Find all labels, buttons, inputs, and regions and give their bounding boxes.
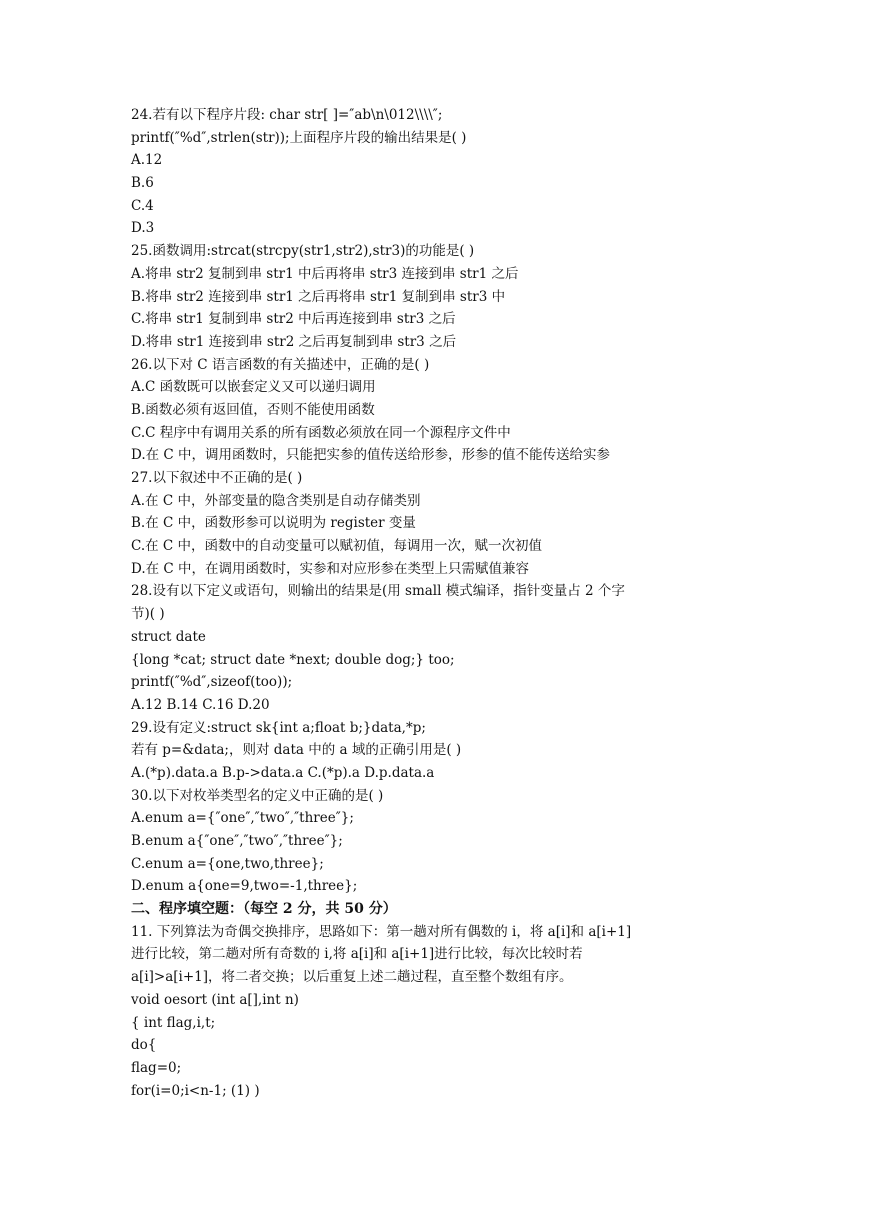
- q11-stem-line-1: 11. 下列算法为奇偶交换排序，思路如下：第一趟对所有偶数的 i，将 a[i]和 a[i+1]: [131, 923, 632, 940]
- q28-stem-line-2: 节)( ): [131, 606, 165, 623]
- q27-option-b: B.在 C 中，函数形参可以说明为 register 变量: [131, 515, 416, 532]
- q11-code-line-4: flag=0;: [131, 1059, 182, 1076]
- q24-option-d: D.3: [131, 220, 155, 237]
- q25-option-c: C.将串 str1 复制到串 str2 中后再连接到串 str3 之后: [131, 311, 456, 328]
- q28-code-line-2: {long *cat; struct date *next; double dog;} too;: [131, 651, 455, 668]
- q28-code-line-1: struct date: [131, 628, 206, 645]
- q29-options: A.(*p).data.a B.p->data.a C.(*p).a D.p.data.a: [131, 764, 435, 781]
- q30-option-d: D.enum a{one=9,two=-1,three};: [131, 878, 358, 895]
- q28-stem-line-1: 28.设有以下定义或语句，则输出的结果是(用 small 模式编译，指针变量占 2 个字: [131, 583, 625, 600]
- q28-options: A.12 B.14 C.16 D.20: [131, 696, 270, 713]
- q11-stem-line-3: a[i]>a[i+1]，将二者交换；以后重复上述二趟过程，直至整个数组有序。: [131, 969, 573, 986]
- q29-stem-line-1: 29.设有定义:struct sk{int a;float b;}data,*p;: [131, 719, 426, 736]
- q25-option-d: D.将串 str1 连接到串 str2 之后再复制到串 str3 之后: [131, 333, 457, 350]
- q11-code-line-1: void oesort (int a[],int n): [131, 991, 299, 1008]
- q24-stem-line-1: 24.若有以下程序片段: char str[ ]=″ab\n\012\\\\″;: [131, 107, 443, 123]
- q30-option-b: B.enum a{″one″,″two″,″three″};: [131, 833, 343, 849]
- q26-option-d: D.在 C 中，调用函数时，只能把实参的值传送给形参，形参的值不能传送给实参: [131, 447, 611, 464]
- q26-option-a: A.C 函数既可以嵌套定义又可以递归调用: [131, 379, 376, 396]
- q26-option-b: B.函数必须有返回值，否则不能使用函数: [131, 401, 375, 418]
- q27-option-a: A.在 C 中，外部变量的隐含类别是自动存储类别: [131, 492, 421, 509]
- q25-option-a: A.将串 str2 复制到串 str1 中后再将串 str3 连接到串 str1 之后: [131, 265, 519, 282]
- q24-option-c: C.4: [131, 197, 154, 214]
- q29-stem-line-2: 若有 p=&data;，则对 data 中的 a 域的正确引用是( ): [131, 742, 462, 759]
- q30-stem: 30.以下对枚举类型名的定义中正确的是( ): [131, 787, 384, 804]
- q26-stem: 26.以下对 C 语言函数的有关描述中，正确的是( ): [131, 356, 430, 373]
- q27-stem: 27.以下叙述中不正确的是( ): [131, 470, 303, 486]
- q11-stem-line-2: 进行比较，第二趟对所有奇数的 i,将 a[i]和 a[i+1]进行比较，每次比较时若: [131, 946, 583, 963]
- q30-option-a: A.enum a={″one″,″two″,″three″};: [131, 810, 354, 827]
- q27-option-c: C.在 C 中，函数中的自动变量可以赋初值，每调用一次，赋一次初值: [131, 538, 543, 555]
- q11-code-line-3: do{: [131, 1037, 157, 1054]
- q24-option-b: B.6: [131, 175, 154, 192]
- q25-stem: 25.函数调用:strcat(strcpy(str1,str2),str3)的功能是( ): [131, 243, 475, 260]
- section-heading: 二、程序填空题：（每空 2 分，共 50 分）: [131, 901, 397, 918]
- q30-option-c: C.enum a={one,two,three};: [131, 855, 324, 872]
- q11-code-line-5: for(i=0;i<n-1; (1) ): [131, 1082, 260, 1099]
- q24-option-a: A.12: [131, 152, 163, 169]
- document-page: [131, 104, 741, 1102]
- q24-stem-line-2: printf(″%d″,strlen(str));上面程序片段的输出结果是( ): [131, 129, 467, 146]
- q27-option-d: D.在 C 中，在调用函数时，实参和对应形参在类型上只需赋值兼容: [131, 560, 530, 577]
- q26-option-c: C.C 程序中有调用关系的所有函数必须放在同一个源程序文件中: [131, 424, 511, 441]
- q11-code-line-2: { int flag,i,t;: [131, 1014, 216, 1031]
- q25-option-b: B.将串 str2 连接到串 str1 之后再将串 str1 复制到串 str3 中: [131, 288, 506, 305]
- q28-code-line-3: printf(″%d″,sizeof(too));: [131, 674, 293, 691]
